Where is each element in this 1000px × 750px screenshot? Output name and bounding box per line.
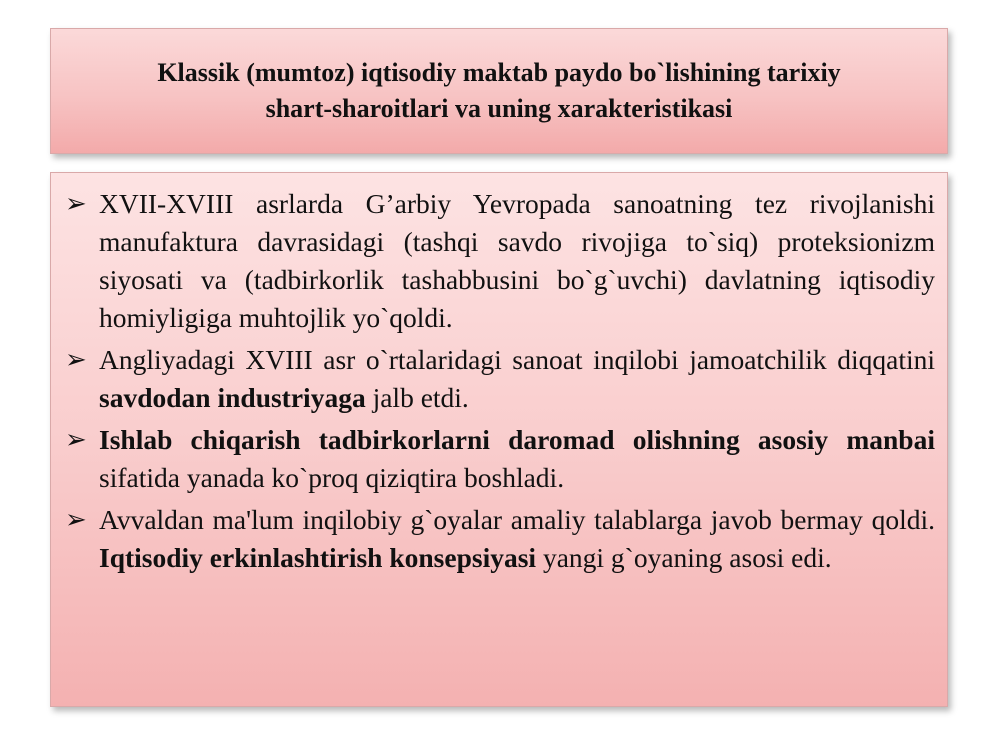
arrow-bullet-icon: ➢ [65, 505, 87, 535]
bullet-3-text-end: sifatida yanada ko`proq qiziqtira boshladi. [99, 462, 565, 493]
bullet-1-text: XVII-XVIII asrlarda G’arbiy Yevropada sanoatning tez rivojlanishi manufaktura davrasidagi (tashqi savdo rivojiga to`siq) proteksionizm siyosati va (tadbirkorlik tashabbusini bo`g`uvchi) davlatning iqtisodiy homiyligiga muhtojlik yo`qoldi. [99, 188, 935, 333]
bullet-3-bold-text: Ishlab chiqarish tadbirkorlarni daromad olishning asosiy manbai [99, 424, 935, 455]
bullet-4-text: Avvaldan ma'lum inqilobiy g`oyalar amaliy talablarga javob bermay qoldi. [99, 504, 935, 535]
arrow-bullet-icon: ➢ [65, 189, 87, 219]
bullet-4-text-end: yangi g`oyaning asosi edi. [536, 542, 832, 573]
bullet-4-bold-text: Iqtisodiy erkinlashtirish konsepsiyasi [99, 542, 537, 573]
slide-content-box [50, 172, 948, 707]
slide-title-line-1: Klassik (mumtoz) iqtisodiy maktab paydo bo`lishining tarixiy [157, 58, 841, 87]
bullet-item-4 [65, 501, 935, 577]
bullet-2-bold-text: savdodan industriyaga [99, 382, 366, 413]
bullet-2-text: Angliyadagi XVIII asr o`rtalaridagi sanoat inqilobi jamoatchilik diqqatini [99, 344, 935, 375]
bullet-item-3 [65, 421, 935, 497]
slide-title-box [50, 28, 948, 154]
slide-title-line-2: shart-sharoitlari va uning xarakteristikasi [265, 94, 733, 123]
slide-title [145, 55, 852, 127]
arrow-bullet-icon: ➢ [65, 345, 87, 375]
bullet-list [65, 185, 935, 577]
bullet-item-1 [65, 185, 935, 337]
bullet-item-2 [65, 341, 935, 417]
bullet-2-text-end: jalb etdi. [365, 382, 469, 413]
arrow-bullet-icon: ➢ [65, 425, 87, 455]
